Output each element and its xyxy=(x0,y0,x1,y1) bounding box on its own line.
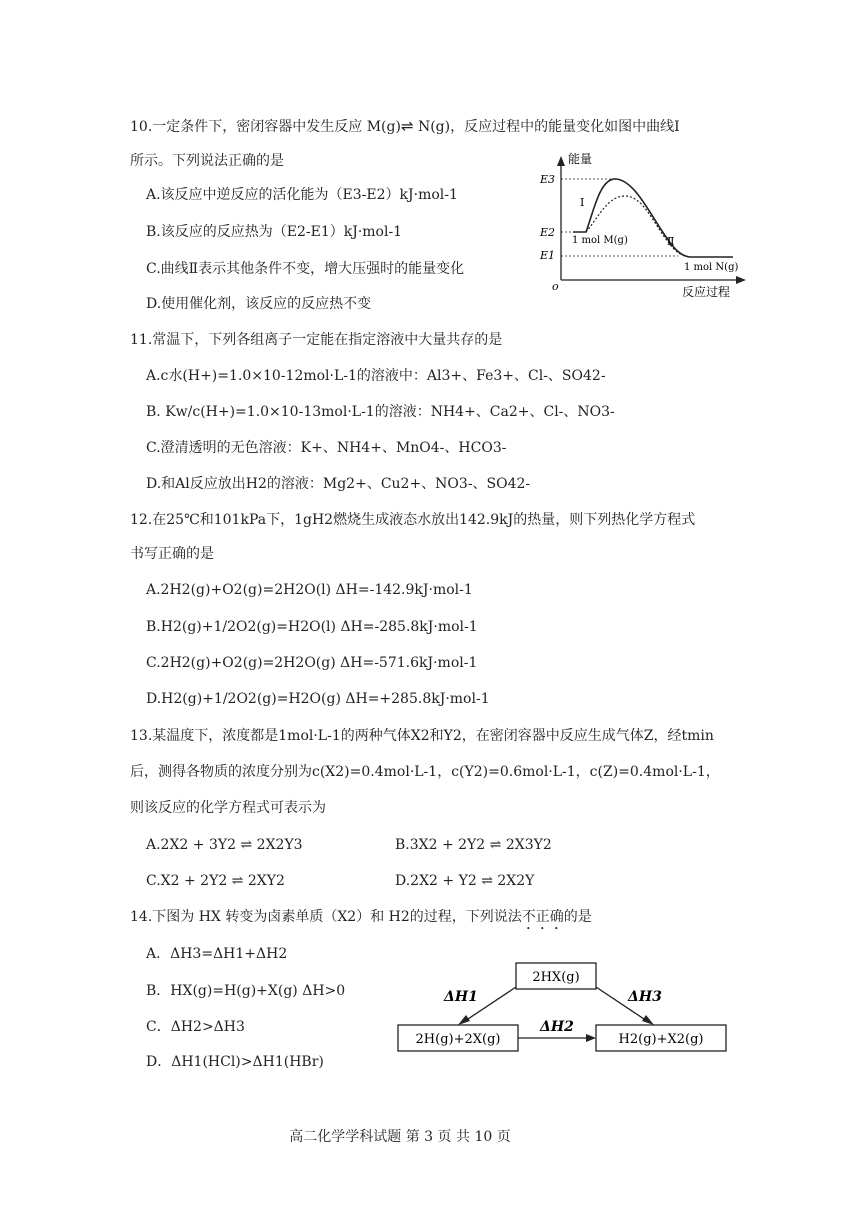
e2-label: E2 xyxy=(540,226,556,239)
q14-option-a: A．ΔH3=ΔH1+ΔH2 xyxy=(146,946,288,962)
q12-stem-line1: 12.在25℃和101kPa下，1gH2燃烧生成液态水放出142.9kJ的热量，则下列热化学方程式 xyxy=(130,512,696,528)
q10-stem-part1: 10.一定条件下，密闭容器中发生反应 M(g) xyxy=(130,119,401,135)
q14-option-c: C．ΔH2>ΔH3 xyxy=(146,1019,245,1035)
q10-stem-part2: N(g)，反应过程中的能量变化如图中曲线Ⅰ xyxy=(413,119,680,135)
e1-label: E1 xyxy=(540,249,556,262)
q12-option-d: D.H2(g)+1/2O2(g)=H2O(g) ΔH=+285.8kJ·mol-1 xyxy=(146,691,490,707)
arrow-dh2-head-icon xyxy=(586,1034,596,1042)
box-atoms-label: 2H(g)+2X(g) xyxy=(415,1032,501,1047)
y-axis-label: 能量 xyxy=(568,152,593,166)
y-axis-arrow-icon xyxy=(557,156,565,166)
q14-stem xyxy=(130,907,592,933)
origin-label: o xyxy=(552,280,559,293)
q10-option-a: A.该反应中逆反应的活化能为（E3-E2）kJ·mol-1 xyxy=(146,187,458,203)
box-elements-label: H2(g)+X2(g) xyxy=(618,1032,704,1047)
q14-stem-part1: 14.下图为 HX 转变为卤素单质（X2）和 H2的过程，下列说法 xyxy=(130,909,522,925)
energy-profile-graph xyxy=(528,150,748,298)
q13-option-a: A.2X2 + 3Y2 ⇌ 2X2Y3 xyxy=(146,837,303,853)
q11-stem: 11.常温下，下列各组离子一定能在指定溶液中大量共存的是 xyxy=(130,332,503,348)
q10-option-c: C.曲线Ⅱ表示其他条件不变，增大压强时的能量变化 xyxy=(146,261,465,277)
arrow-dh1-head-icon xyxy=(458,1015,470,1025)
q14-stem-part2: 的是 xyxy=(563,909,592,925)
e3-label: E3 xyxy=(540,173,556,186)
q14-stem-emphasis: 不正确 xyxy=(521,909,564,925)
q13-option-c: C.X2 + 2Y2 ⇌ 2XY2 xyxy=(146,873,285,889)
q13-option-d: D.2X2 + Y2 ⇌ 2X2Y xyxy=(395,873,535,889)
curve-2-label: Ⅱ xyxy=(667,235,675,248)
arrow-dh3-head-icon xyxy=(642,1015,654,1025)
q13-stem-line1: 13.某温度下，浓度都是1mol·L-1的两种气体X2和Y2，在密闭容器中反应生成气体Z，经tmin xyxy=(130,728,714,744)
q11-option-b: B. Kw/c(H+)=1.0×10-13mol·L-1的溶液：NH4+、Ca2+、Cl-、NO3- xyxy=(146,404,615,420)
q13-stem-line3: 则该反应的化学方程式可表示为 xyxy=(130,800,326,816)
q11-option-c: C.澄清透明的无色溶液：K+、NH4+、MnO4-、HCO3- xyxy=(146,440,507,456)
page-footer: 高二化学学科试题 第 3 页 共 10 页 xyxy=(289,1129,511,1145)
q10-stem-line2: 所示。下列说法正确的是 xyxy=(130,153,284,169)
dh2-label: ΔH2 xyxy=(540,1019,574,1035)
q14-option-b: B．HX(g)=H(g)+X(g) ΔH>0 xyxy=(146,983,346,999)
q10-option-d: D.使用催化剂，该反应的反应热不变 xyxy=(146,296,372,312)
end-state-label: 1 mol N(g) xyxy=(684,262,739,273)
start-state-label: 1 mol M(g) xyxy=(572,235,628,246)
curve-1-label: Ⅰ xyxy=(580,196,585,209)
q11-option-d: D.和Al反应放出H2的溶液：Mg2+、Cu2+、NO3-、SO42- xyxy=(146,476,531,492)
q12-stem-line2: 书写正确的是 xyxy=(130,546,214,562)
dh1-label: ΔH1 xyxy=(444,989,478,1005)
equilibrium-arrow-icon: ⇌ xyxy=(400,117,414,135)
q14-option-d: D．ΔH1(HCl)>ΔH1(HBr) xyxy=(146,1054,324,1070)
hx-process-diagram xyxy=(392,955,737,1060)
q13-option-b: B.3X2 + 2Y2 ⇌ 2X3Y2 xyxy=(395,837,552,853)
q11-option-a: A.c水(H+)=1.0×10-12mol·L-1的溶液中：Al3+、Fe3+、Cl-、SO42- xyxy=(146,368,606,384)
q10-option-b: B.该反应的反应热为（E2-E1）kJ·mol-1 xyxy=(146,224,403,240)
q13-stem-line2: 后，测得各物质的浓度分别为c(X2)=0.4mol·L-1，c(Y2)=0.6mol·L-1，c(Z)=0.4mol·L-1， xyxy=(130,764,720,780)
x-axis-label: 反应过程 xyxy=(682,285,731,298)
box-2hx-label: 2HX(g) xyxy=(532,970,580,985)
x-axis-arrow-icon xyxy=(736,276,746,284)
q12-option-b: B.H2(g)+1/2O2(g)=H2O(l) ΔH=-285.8kJ·mol-1 xyxy=(146,619,478,635)
q12-option-a: A.2H2(g)+O2(g)=2H2O(l) ΔH=-142.9kJ·mol-1 xyxy=(146,582,473,598)
q10-stem-line1 xyxy=(130,116,680,137)
dh3-label: ΔH3 xyxy=(628,989,662,1005)
q12-option-c: C.2H2(g)+O2(g)=2H2O(g) ΔH=-571.6kJ·mol-1 xyxy=(146,655,478,671)
